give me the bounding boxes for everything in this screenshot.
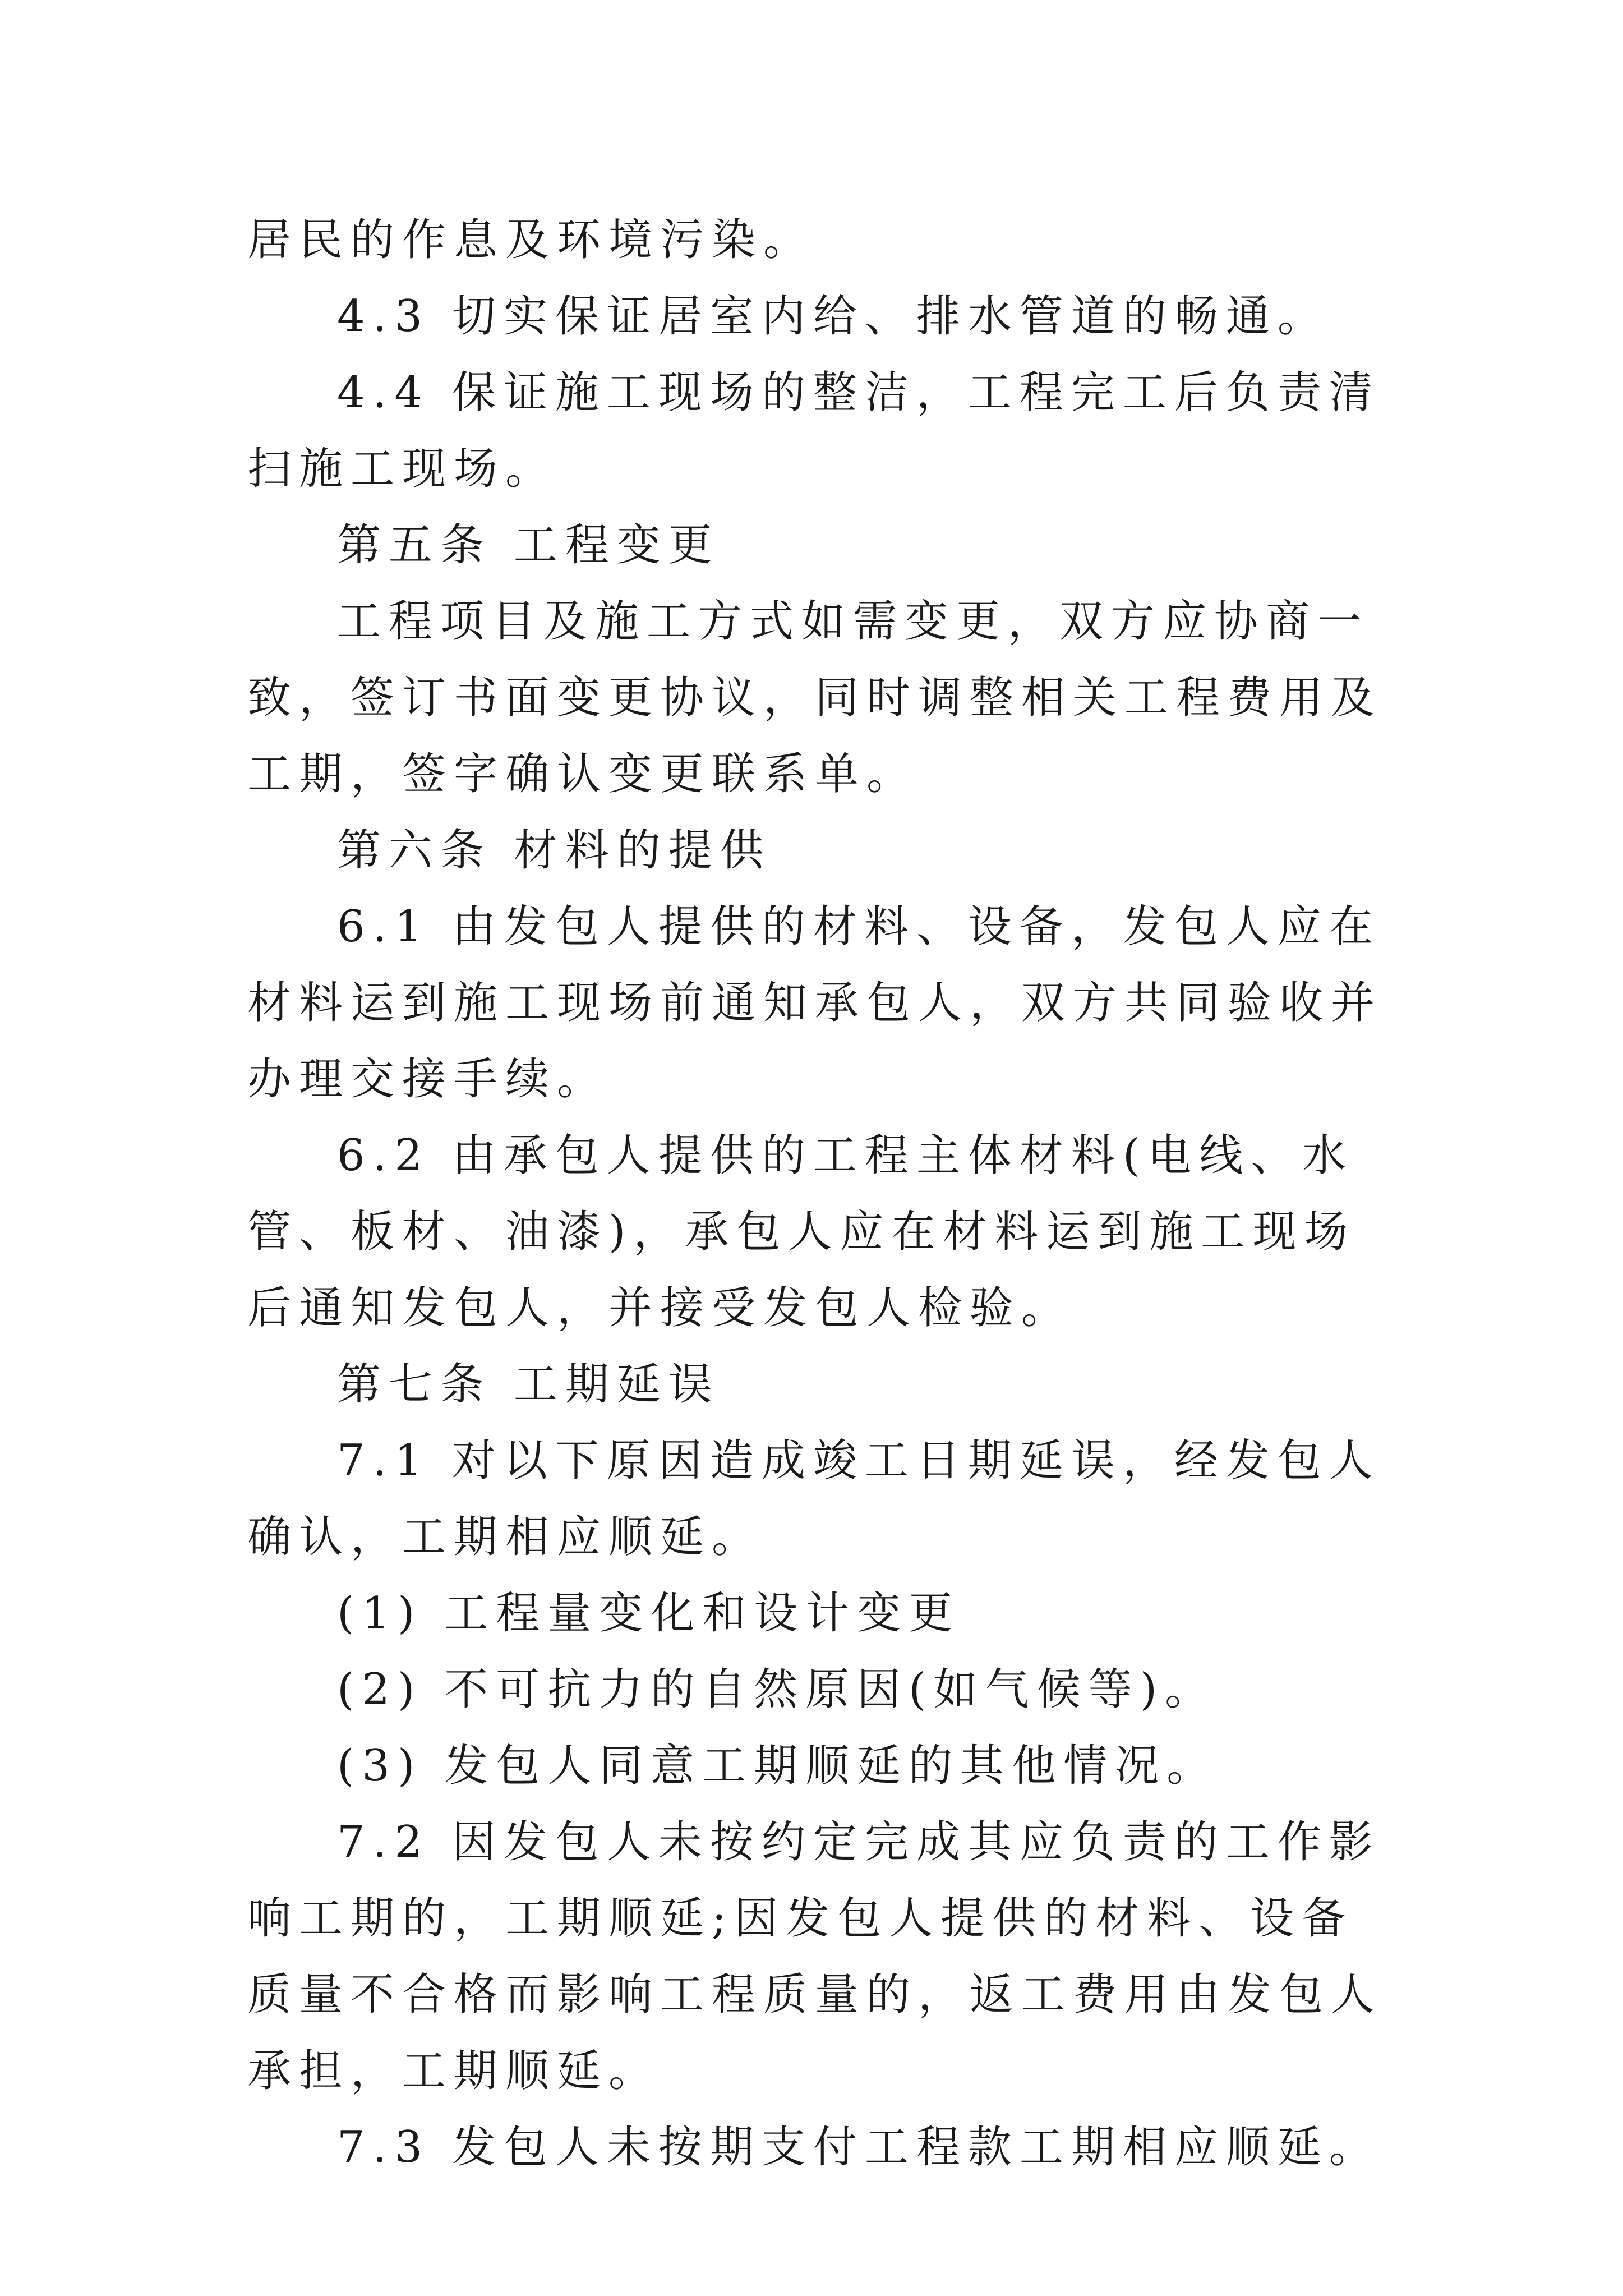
- article-6-heading: 第六条 材料的提供: [337, 825, 772, 876]
- clause-7-2: 7.2 因发包人未按约定完成其应负责的工作影响工期的，工期顺延;因发包人提供的材料、设备质量不合格而影响工程质量的，返工费用由发包人承担，工期顺延。: [247, 1817, 1383, 2096]
- clause-6-1: 6.1 由发包人提供的材料、设备，发包人应在材料运到施工现场前通知承包人，双方共同验收并办理交接手续。: [247, 901, 1383, 1105]
- clause-7-1: 7.1 对以下原因造成竣工日期延误，经发包人确认，工期相应顺延。: [247, 1435, 1381, 1562]
- clause-4-4: 4.4 保证施工现场的整洁，工程完工后负责清扫施工现场。: [247, 367, 1381, 494]
- clause-6-2: 6.2 由承包人提供的工程主体材料(电线、水管、板材、油漆)，承包人应在材料运到施工现场后通知发包人，并接受发包人检验。: [247, 1130, 1356, 1333]
- clause-7-3: 7.3 发包人未按期支付工程款工期相应顺延。: [337, 2122, 1381, 2173]
- article-7-heading: 第七条 工期延误: [337, 1359, 720, 1410]
- paragraph-continuation: 居民的作息及环境污染。: [247, 215, 815, 265]
- list-item-3: (3) 发包人同意工期顺延的其他情况。: [337, 1741, 1219, 1791]
- article-5-heading: 第五条 工程变更: [337, 520, 720, 570]
- document-body: [247, 202, 1391, 2185]
- list-item-2: (2) 不可抗力的自然原因(如气候等)。: [337, 1664, 1217, 1715]
- article-5-body: 工程项目及施工方式如需变更，双方应协商一致，签订书面变更协议，同时调整相关工程费用及工期，签字确认变更联系单。: [247, 596, 1383, 799]
- list-item-1: (1) 工程量变化和设计变更: [337, 1588, 961, 1639]
- clause-4-3: 4.3 切实保证居室内给、排水管道的畅通。: [337, 291, 1329, 342]
